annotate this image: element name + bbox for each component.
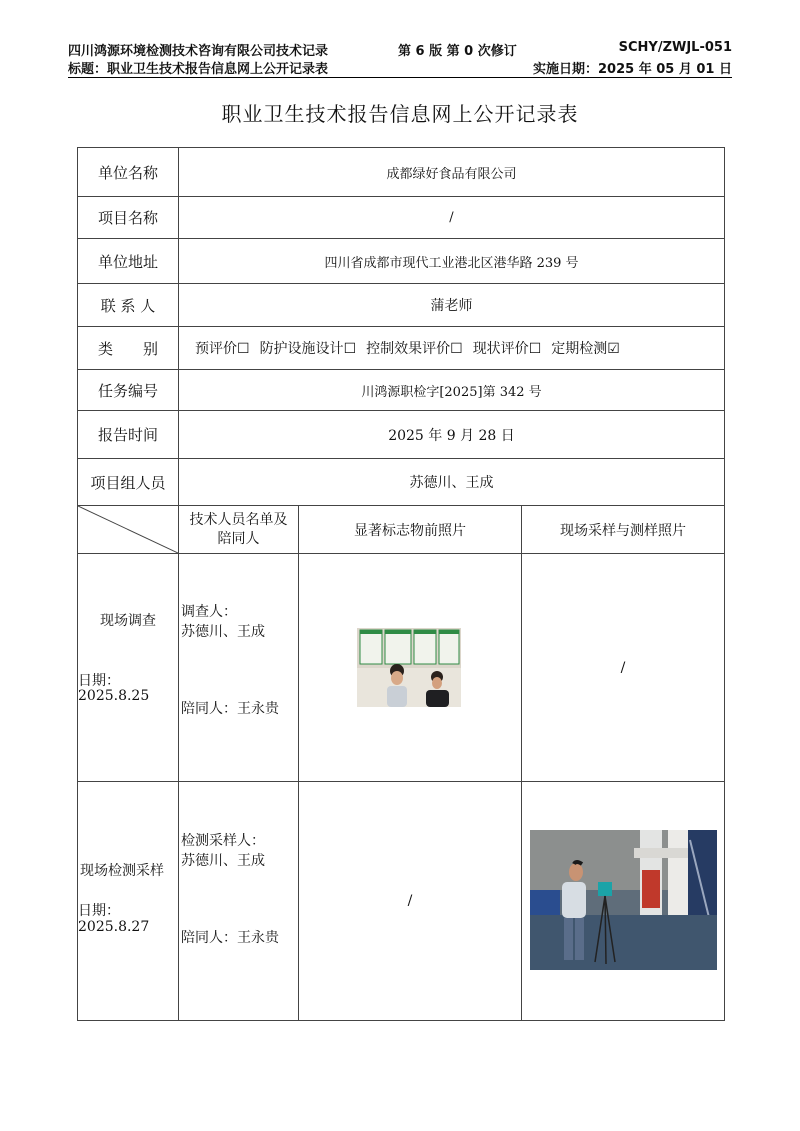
value-unit-name: 成都绿好食品有限公司 [178,147,725,197]
survey-investigator-names: 苏德川、王成 [181,624,265,640]
survey-staff-cell [178,553,299,782]
survey-accompany: 陪同人：王永贵 [181,701,279,717]
value-address: 四川省成都市现代工业港北区港华路 239 号 [178,238,725,284]
value-contact: 蒲老师 [178,283,725,327]
label-team: 项目组人员 [77,458,179,506]
column-header-staff: 技术人员名单及陪同人 [178,505,299,554]
sampling-stage-label: 现场检测采样 [80,863,164,879]
header-divider [68,77,732,78]
survey-stage-label: 现场调查 [100,613,156,629]
sampling-date: 2025.8.27 [78,919,150,935]
sampling-date-label: 日期： [78,903,120,919]
value-report-time: 2025 年 9 月 28 日 [178,410,725,459]
diagonal-header-cell [77,505,179,554]
label-report-time: 报告时间 [77,410,179,459]
category-option-status-evaluation: 现状评价☐ [472,341,542,357]
sampling-accompany: 陪同人：王永贵 [181,930,279,946]
sampling-staff-cell [178,781,299,1021]
column-header-sign-photo: 显著标志物前照片 [298,505,522,554]
header-version: 第 6 版 第 0 次修订 [398,44,517,59]
label-task-no: 任务编号 [77,369,179,411]
value-task-no: 川鸿源职检字[2025]第 342 号 [178,369,725,411]
value-category [178,326,725,370]
label-contact: 联 系 人 [77,283,179,327]
header-title-line: 标题：职业卫生技术报告信息网上公开记录表 [68,62,329,77]
sampling-role-tester: 检测采样人： [181,833,265,849]
value-project-name: / [178,196,725,239]
column-header-site-photo: 现场采样与测样照片 [521,505,725,554]
category-option-protection-design: 防护设施设计☐ [259,341,357,357]
sampling-stage-cell [77,781,179,1021]
label-address: 单位地址 [77,238,179,284]
header-code: SCHY/ZWJL-051 [618,40,732,55]
value-team: 苏德川、王成 [178,458,725,506]
survey-date-label: 日期： [78,673,120,689]
document-title: 职业卫生技术报告信息网上公开记录表 [221,102,579,126]
survey-stage-cell [77,553,179,782]
survey-role-investigator: 调查人： [181,604,237,620]
sampling-site-photo-cell [521,781,725,1021]
header-effective-date: 实施日期：2025 年 05 月 01 日 [533,62,732,77]
sampling-site-photo-graphic [530,830,717,970]
survey-sign-photo-cell [298,553,522,782]
label-category: 类 别 [77,326,179,370]
sampling-sign-photo-cell: / [298,781,522,1021]
diagonal-line [78,506,178,553]
label-unit-name: 单位名称 [77,147,179,197]
label-project-name: 项目名称 [77,196,179,239]
survey-sign-photo-graphic [357,628,461,707]
sampling-tester-names: 苏德川、王成 [181,853,265,869]
survey-date: 2025.8.25 [78,688,150,704]
header-company-record: 四川鸿源环境检测技术咨询有限公司技术记录 [68,44,329,59]
category-option-pre-evaluation: 预评价☐ [195,341,250,357]
survey-site-photo-cell: / [521,553,725,782]
sampling-site-photo [530,830,717,970]
survey-sign-photo [357,628,461,707]
category-option-periodic-testing: 定期检测☑ [551,341,620,357]
category-option-control-effect: 控制效果评价☐ [366,341,463,357]
